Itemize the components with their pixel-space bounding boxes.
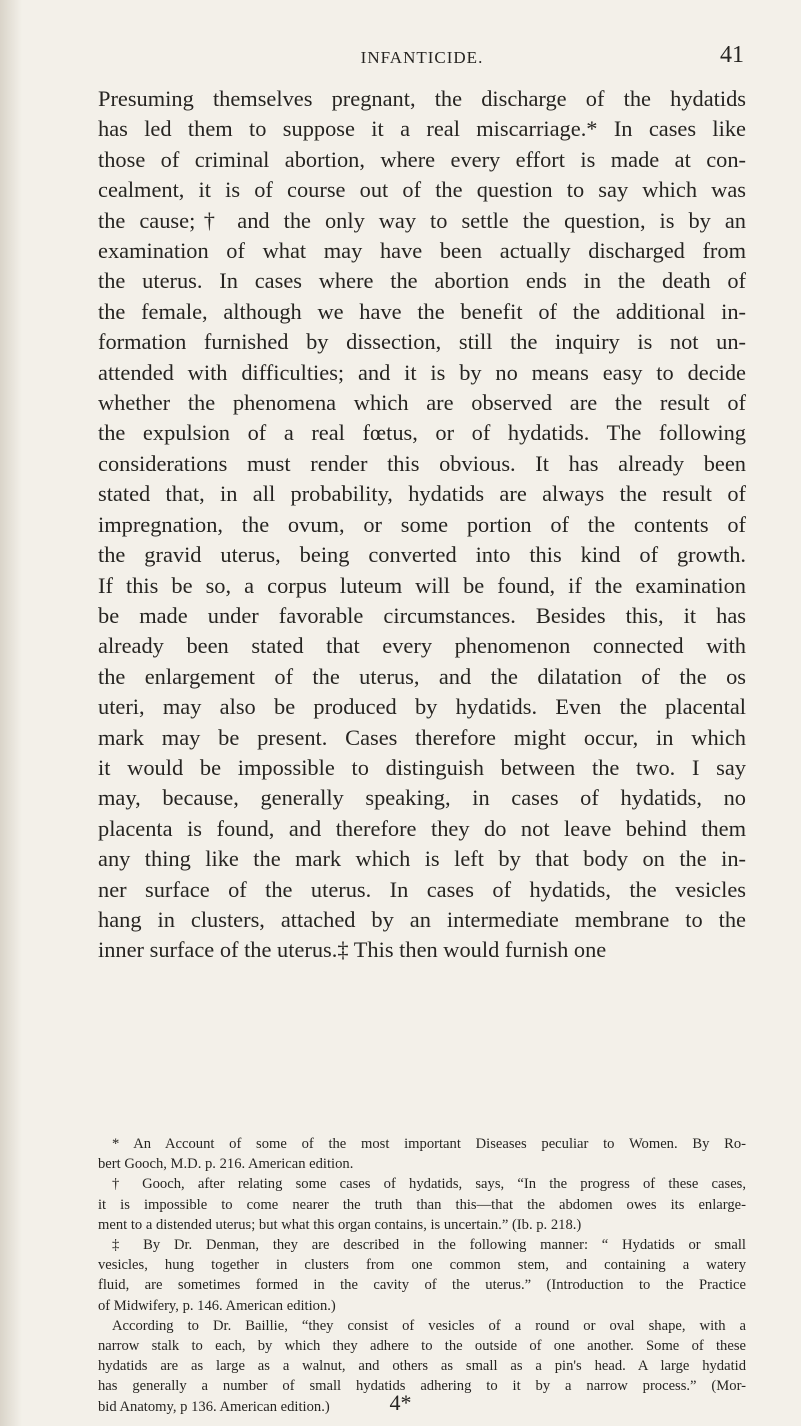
body-line: any thing like the mark which is left by that body on the in- <box>98 846 746 872</box>
body-line: mark may be present. Cases therefore might occur, in which <box>98 724 746 750</box>
body-line: ner surface of the uterus. In cases of hydatids, the vesicles <box>98 876 746 902</box>
body-line: those of criminal abortion, where every effort is made at con- <box>98 146 746 172</box>
signature-mark: 4* <box>389 1390 412 1415</box>
footnotes <box>98 1134 746 1417</box>
body-line: considerations must render this obvious. It has already been <box>98 450 746 476</box>
body-line: it would be impossible to distinguish between the two. I say <box>98 754 746 780</box>
body-line: If this be so, a corpus luteum will be found, if the examination <box>98 572 746 598</box>
footnote-line: narrow stalk to each, by which they adhere to the outside of one another. Some of these <box>98 1338 746 1355</box>
running-head <box>98 42 746 72</box>
body-line: impregnation, the ovum, or some portion of the contents of <box>98 511 746 537</box>
body-line: the female, although we have the benefit of the additional in- <box>98 298 746 324</box>
page-number: 41 <box>720 42 744 68</box>
body-line: uteri, may also be produced by hydatids. Even the placental <box>98 694 746 720</box>
body-text <box>98 84 746 966</box>
footnote-line: ment to a distended uterus; but what this organ contains, is uncertain.” (Ib. p. 218.) <box>98 1216 582 1233</box>
footnote-line: † Gooch, after relating some cases of hydatids, says, “In the progress of these cases, <box>112 1176 746 1193</box>
body-line: has led them to suppose it a real miscarriage.* In cases like <box>98 116 746 142</box>
body-line: may, because, generally speaking, in cases of hydatids, no <box>98 785 746 811</box>
body-line: already been stated that every phenomenon connected with <box>98 633 746 659</box>
footnote-line: bid Anatomy, p 136. American edition.) <box>98 1398 330 1415</box>
footnote-line: According to Dr. Baillie, “they consist of vesicles of a round or oval shape, with a <box>112 1317 746 1334</box>
body-line: the enlargement of the uterus, and the dilatation of the os <box>98 663 746 689</box>
body-line: hang in clusters, attached by an intermediate membrane to the <box>98 906 746 932</box>
body-line: placenta is found, and therefore they do not leave behind them <box>98 815 746 841</box>
footnote-line: hydatids are as large as a walnut, and others as small as a pin's head. A large hydatid <box>98 1358 746 1375</box>
footnote-line: bert Gooch, M.D. p. 216. American edition. <box>98 1156 354 1173</box>
body-line: inner surface of the uterus.‡ This then would furnish one <box>98 937 607 963</box>
footnote-line: * An Account of some of the most important Diseases peculiar to Women. By Ro- <box>112 1136 746 1152</box>
footnote-line: has generally a number of small hydatids adhering to it by a narrow process.” (Mor- <box>98 1378 746 1395</box>
footnote-line: ‡ By Dr. Denman, they are described in the following manner: “ Hydatids or small <box>112 1237 746 1254</box>
running-head-title: INFANTICIDE. <box>360 48 484 67</box>
body-line: the uterus. In cases where the abortion ends in the death of <box>98 268 746 294</box>
footnote-line: vesicles, hung together in clusters from one common stem, and containing a watery <box>98 1257 746 1274</box>
body-line: stated that, in all probability, hydatids are always the result of <box>98 481 746 507</box>
body-line: the expulsion of a real fœtus, or of hydatids. The following <box>98 420 746 446</box>
body-line: be made under favorable circumstances. Besides this, it has <box>98 602 746 628</box>
body-line: the cause;† and the only way to settle the question, is by an <box>98 207 746 233</box>
body-line: examination of what may have been actually discharged from <box>98 238 746 264</box>
body-line: attended with difficulties; and it is by no means easy to decide <box>98 359 746 385</box>
body-line: whether the phenomena which are observed are the result of <box>98 390 746 416</box>
body-line: formation furnished by dissection, still the inquiry is not un- <box>98 329 746 355</box>
body-line: cealment, it is of course out of the question to say which was <box>98 177 746 203</box>
footnote-line: fluid, are sometimes formed in the cavity of the uterus.” (Introduction to the Practice <box>98 1277 746 1294</box>
footnote-line: it is impossible to come nearer the truth than this—that the abdomen owes its enlarge- <box>98 1196 746 1213</box>
body-line: Presuming themselves pregnant, the discharge of the hydatids <box>98 86 746 111</box>
page-edge-shadow <box>0 0 22 1426</box>
footnote-line: of Midwifery, p. 146. American edition.) <box>98 1297 336 1314</box>
body-line: the gravid uterus, being converted into this kind of growth. <box>98 542 746 568</box>
